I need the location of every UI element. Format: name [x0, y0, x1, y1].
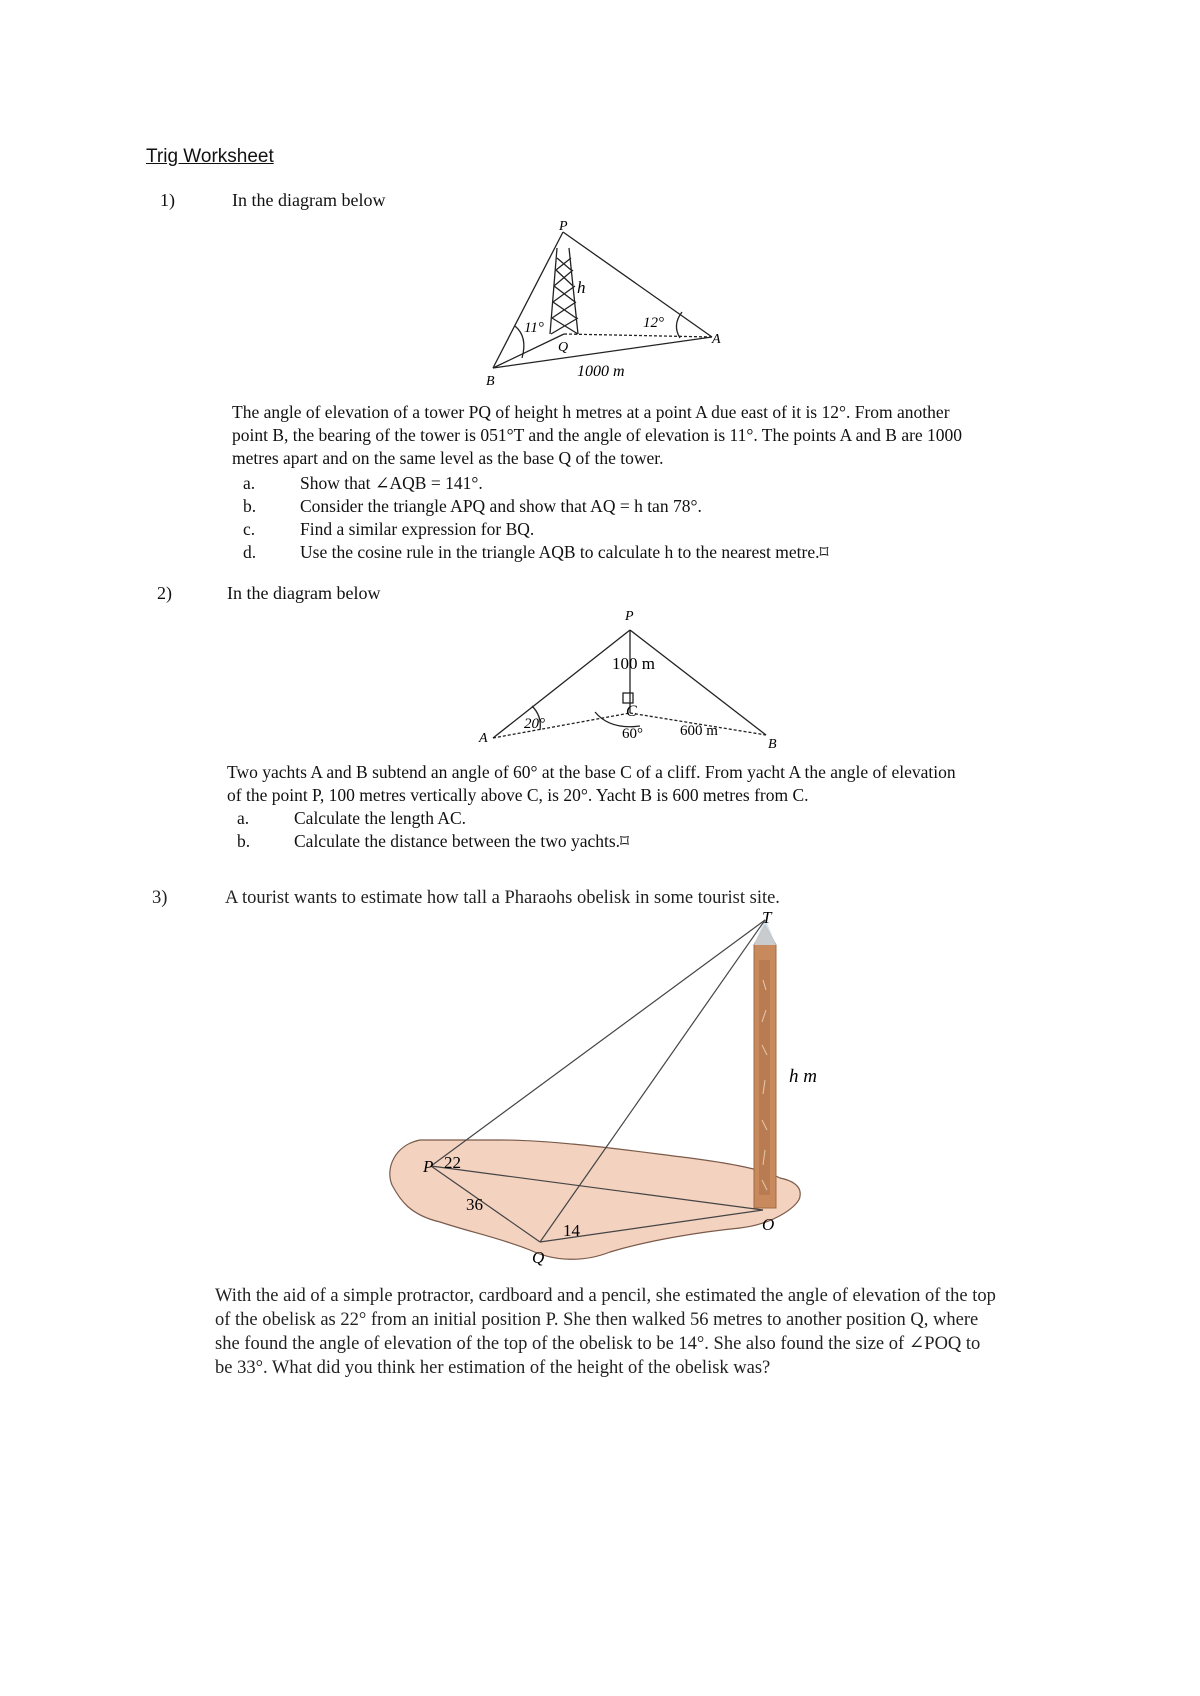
q3-text-line: of the obelisk as 22° from an initial position P. She then walked 56 metres to another position Q, where — [215, 1310, 979, 1330]
q1-angle-A: 12° — [643, 315, 664, 331]
q3-angle-Q: 14 — [563, 1221, 580, 1240]
q1-label-A: A — [712, 332, 721, 347]
q3-height: h m — [789, 1066, 817, 1087]
q2-angle-A: 20° — [524, 716, 545, 732]
q1-label-P: P — [559, 219, 568, 234]
question-2-number: 2) — [157, 583, 172, 603]
q1-text-line: The angle of elevation of a tower PQ of height h metres at a point A due east of it is 12°. From another — [232, 402, 950, 422]
question-1-number: 1) — [160, 190, 175, 210]
q3-label-O: O — [762, 1215, 775, 1234]
q1-distance: 1000 m — [577, 363, 625, 380]
q3-text-line: she found the angle of elevation of the top of the obelisk to be 14°. She also found the size of ∠POQ to — [215, 1334, 981, 1354]
q3-dist-PQ: 36 — [466, 1195, 483, 1214]
q2-angle-C: 60° — [622, 726, 643, 742]
question-3-text — [215, 1284, 996, 1380]
q1-label-h: h — [577, 278, 586, 297]
q2-label-A: A — [479, 731, 488, 746]
q2-text-line: Two yachts A and B subtend an angle of 60° at the base C of a cliff. From yacht A the angle of elevation — [227, 762, 956, 782]
q3-label-T: T — [762, 908, 772, 927]
q2-label-P: P — [625, 609, 634, 624]
q1-angle-B: 11° — [524, 320, 544, 336]
question-3-number: 3) — [152, 888, 168, 908]
q2-label-C: C — [626, 703, 637, 720]
q2-label-B: B — [768, 737, 777, 752]
question-3-lead: A tourist wants to estimate how tall a Pharaohs obelisk in some tourist site. — [225, 888, 780, 908]
q3-angle-P: 22 — [444, 1153, 461, 1172]
q1-label-B: B — [486, 374, 495, 389]
q2-height: 100 m — [612, 654, 655, 673]
q3-label-P: P — [423, 1157, 434, 1176]
q1-text-line: metres apart and on the same level as the base Q of the tower. — [232, 448, 664, 468]
q1-label-Q: Q — [558, 340, 569, 355]
page-title: Trig Worksheet — [146, 146, 274, 167]
q3-label-Q: Q — [532, 1248, 545, 1267]
q3-text-line: With the aid of a simple protractor, cardboard and a pencil, she estimated the angle of elevation of the top — [215, 1286, 996, 1306]
q3-text-line: be 33°. What did you think her estimation of the height of the obelisk was? — [215, 1358, 771, 1378]
q2-text-line: of the point P, 100 metres vertically above C, is 20°. Yacht B is 600 metres from C. — [227, 785, 809, 805]
q2-distance: 600 m — [680, 723, 718, 739]
question-2-lead: In the diagram below — [227, 583, 381, 603]
question-1-lead: In the diagram below — [232, 190, 386, 210]
q3-obelisk — [754, 918, 776, 1208]
q1-text-line: point B, the bearing of the tower is 051°T and the angle of elevation is 11°. The points A and B are 1000 — [232, 425, 963, 445]
